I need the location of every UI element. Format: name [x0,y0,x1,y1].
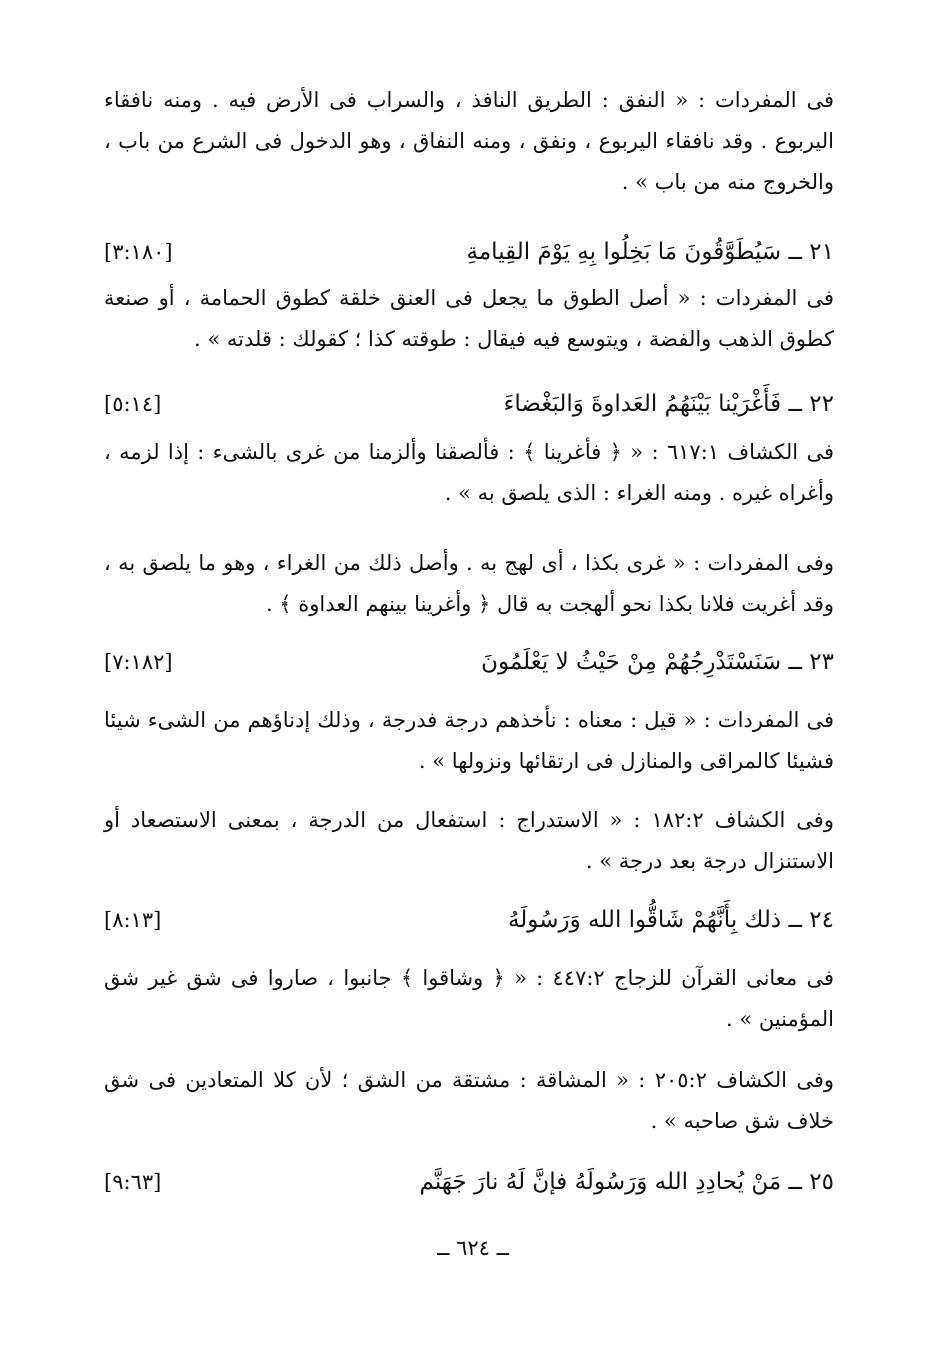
entry-21-dash: ــ [788,239,802,265]
paragraph-mufradat-darajah: فى المفردات : « قيل : معناه : نأخذهم درجة فدرجة ، وذلك إدناؤهم من الشىء شيئا فشيئا كالمراقى والمنازل فى ارتقائها ونزولها » . [104,708,834,773]
entry-22-verse [504,391,834,417]
entry-22 [104,382,834,426]
entry-23-number: ٢٣ [809,649,834,675]
entry-24-verse [508,907,834,933]
entry-23-ref: [٧:١٨٢] [104,650,173,674]
entry-22-text: فَأَغْرَيْنا بَيْنَهُمُ العَداوةَ وَالبَغْضاءَ [503,391,782,417]
entry-23-verse [481,649,834,675]
entry-22-ref: [٥:١٤] [104,392,162,416]
paragraph-mufradat-ghara: وفى المفردات : « غرى بكذا ، أى لهج به . وأصل ذلك من الغراء ، وهو ما يلصق به ، وقد أغريت فلانا بكذا نحو ألهجت به قال ﴿ وأغرينا بينهم العداوة ﴾ . [104,551,834,616]
entry-22-number: ٢٢ [809,391,834,417]
paragraph-mufradat-tawq: فى المفردات : « أصل الطوق ما يجعل فى العنق خلقة كطوق الحمامة ، أو صنعة كطوق الذهب والفضة ، ويتوسع فيه فيقال : طوقته كذا ؛ كقولك : قلدته » . [104,286,834,351]
entry-25-verse [420,1169,834,1195]
entry-21 [104,230,834,274]
entry-21-text: سَيُطَوَّقُونَ مَا بَخِلُوا بِهِ يَوْمَ القِيامةِ [466,239,782,265]
paragraph-kashshaf-istidraj: وفى الكشاف ١٨٢:٢ : « الاستدراج : استفعال من الدرجة ، بمعنى الاستصعاد أو الاستنزال درجة بعد درجة » . [104,808,834,873]
entry-24-text: ذلك بِأَنَّهُمْ شَاقُّوا الله وَرَسُولَهُ [507,907,782,933]
entry-25-number: ٢٥ [809,1169,834,1195]
entry-24-dash: ــ [788,907,802,933]
entry-23 [104,640,834,684]
entry-25-ref: [٩:٦٣] [104,1170,162,1194]
entry-24 [104,898,834,942]
entry-23-dash: ــ [788,649,802,675]
entry-22-dash: ــ [788,391,802,417]
page-number: ــ ٦٢٤ ــ [437,1236,509,1260]
paragraph-zajjaj-shaqqu: فى معانى القرآن للزجاج ٤٤٧:٢ : « ﴿ وشاقوا ﴾ جانبوا ، صاروا فى شق غير شق المؤمنين » . [104,966,834,1031]
entry-25-text: مَنْ يُحادِدِ الله وَرَسُولَهُ فإنَّ لَهُ نارَ جَهَنَّم [419,1169,782,1195]
entry-24-ref: [٨:١٣] [104,908,162,932]
entry-21-ref: [٣:١٨٠] [104,240,173,264]
entry-25-dash: ــ [788,1169,802,1195]
entry-23-text: سَنَسْتَدْرِجُهُمْ مِنْ حَيْثُ لا يَعْلَمُونَ [481,649,782,675]
paragraph-mufradat-nafaq: فى المفردات : « النفق : الطريق النافذ ، والسراب فى الأرض فيه . ومنه نافقاء اليربوع . وقد نافقاء اليربوع ، ونفق ، ومنه النفاق ، وهو الدخول فى الشرع من باب ، والخروج منه من باب » . [104,88,834,194]
paragraph-kashshaf-aghrayna: فى الكشاف ٦١٧:١ : « ﴿ فأغرينا ﴾ : فألصقنا وألزمنا من غرى بالشىء : إذا لزمه ، وأغراه غيره . ومنه الغراء : الذى يلصق به » . [104,440,834,505]
entry-24-number: ٢٤ [809,907,834,933]
entry-25 [104,1160,834,1204]
paragraph-kashshaf-mushaqqah: وفى الكشاف ٢٠٥:٢ : « المشاقة : مشتقة من الشق ؛ لأن كلا المتعادين فى شق خلاف شق صاحبه » . [104,1068,835,1133]
entry-21-number: ٢١ [809,239,834,265]
entry-21-verse [467,239,834,265]
